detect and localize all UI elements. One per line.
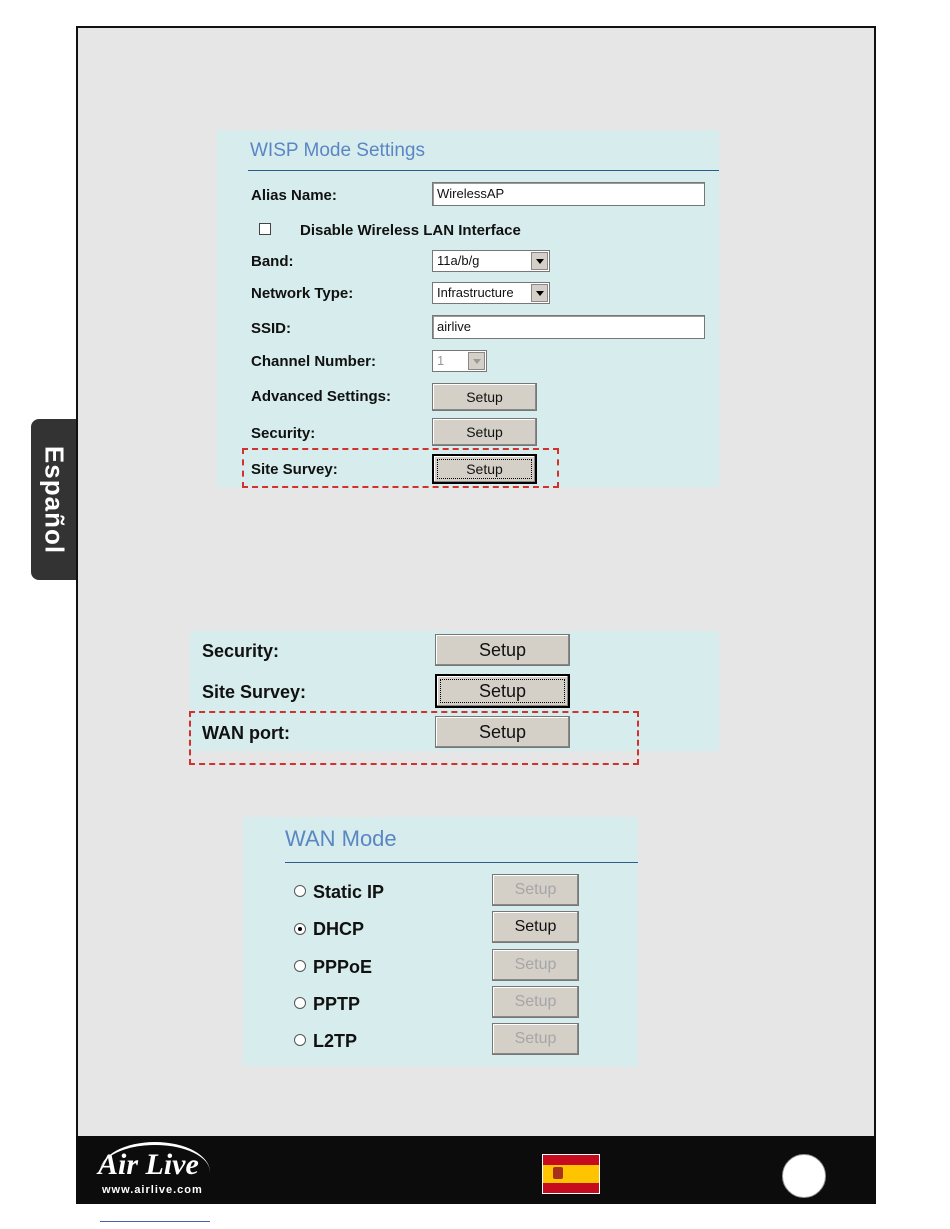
channel-number-value: 1 — [437, 353, 445, 368]
spain-flag-icon — [542, 1154, 600, 1194]
security-setup-button[interactable]: Setup — [432, 418, 537, 446]
radio-dhcp[interactable] — [294, 923, 306, 935]
title-divider — [285, 862, 638, 863]
site-survey-setup-label-large: Setup — [478, 681, 527, 701]
site-survey-setup-label: Setup — [466, 461, 503, 477]
pppoe-label: PPPoE — [313, 957, 373, 977]
alias-name-label: Alias Name: — [251, 187, 337, 204]
chevron-down-icon[interactable] — [468, 352, 485, 370]
pppoe-setup-button[interactable]: Setup — [492, 949, 579, 981]
wan-port-label: WAN port: — [202, 723, 290, 743]
band-label: Band: — [251, 253, 294, 270]
chevron-down-icon[interactable] — [531, 284, 548, 302]
radio-static-ip[interactable] — [294, 885, 306, 897]
pptp-label: PPTP — [313, 994, 361, 1014]
network-type-label: Network Type: — [251, 285, 354, 302]
security-setup-button-large[interactable]: Setup — [435, 634, 570, 666]
security-label-large: Security: — [202, 641, 280, 661]
chevron-down-icon[interactable] — [531, 252, 548, 270]
disable-wlan-checkbox[interactable] — [259, 223, 271, 235]
ssid-input[interactable]: airlive — [432, 315, 705, 339]
flag-band — [543, 1165, 599, 1183]
footer-bar — [76, 1136, 876, 1204]
disable-wlan-label: Disable Wireless LAN Interface — [300, 222, 521, 239]
wan-mode-panel — [243, 817, 638, 1066]
network-type-value: Infrastructure — [437, 285, 514, 300]
static-ip-setup-button[interactable]: Setup — [492, 874, 579, 906]
l2tp-label: L2TP — [313, 1031, 358, 1051]
advanced-settings-label: Advanced Settings: — [251, 388, 392, 405]
airlive-logo: Air Live — [98, 1148, 199, 1181]
wan-port-highlight — [189, 711, 639, 765]
alias-name-input[interactable]: WirelessAP — [432, 182, 705, 206]
security-label: Security: — [251, 425, 316, 442]
language-label: Español — [39, 445, 69, 554]
wan-mode-title: WAN Mode — [285, 826, 397, 851]
radio-pppoe[interactable] — [294, 960, 306, 972]
pptp-setup-button[interactable]: Setup — [492, 986, 579, 1018]
band-select-value: 11a/b/g — [437, 253, 480, 268]
wan-port-setup-button[interactable]: Setup — [435, 716, 570, 748]
language-side-tab — [31, 419, 76, 580]
dhcp-label: DHCP — [313, 919, 365, 939]
advanced-settings-setup-button[interactable]: Setup — [432, 383, 537, 411]
wisp-settings-panel — [217, 130, 719, 487]
dhcp-setup-button[interactable]: Setup — [492, 911, 579, 943]
flag-crest — [553, 1167, 563, 1179]
channel-number-label: Channel Number: — [251, 353, 377, 370]
title-divider — [248, 170, 719, 171]
channel-number-select[interactable] — [432, 350, 487, 372]
bottom-underline — [100, 1221, 210, 1222]
site-survey-highlight — [242, 448, 559, 488]
site-survey-label-large: Site Survey: — [202, 682, 307, 702]
page-number-circle — [782, 1154, 826, 1198]
ssid-label: SSID: — [251, 320, 292, 337]
l2tp-setup-button[interactable]: Setup — [492, 1023, 579, 1055]
radio-l2tp[interactable] — [294, 1034, 306, 1046]
site-survey-setup-button-large[interactable] — [435, 674, 570, 708]
radio-pptp[interactable] — [294, 997, 306, 1009]
site-survey-label: Site Survey: — [251, 461, 338, 478]
static-ip-label: Static IP — [313, 882, 385, 902]
wisp-panel-title: WISP Mode Settings — [250, 140, 425, 161]
band-select[interactable] — [432, 250, 550, 272]
network-type-select[interactable] — [432, 282, 550, 304]
focus-ring — [440, 679, 565, 703]
website-url: www.airlive.com — [102, 1184, 203, 1196]
